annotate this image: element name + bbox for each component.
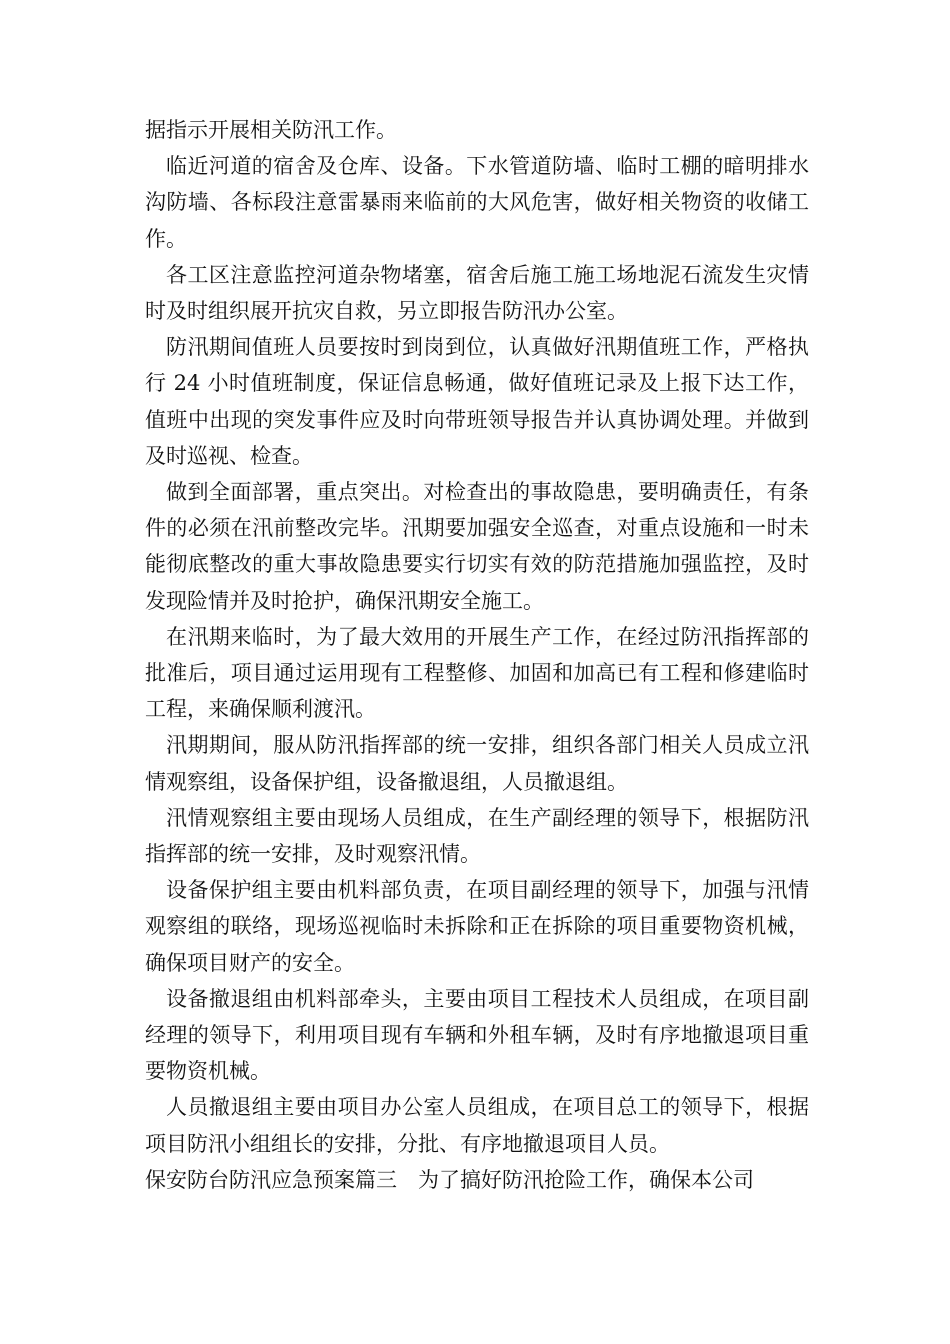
paragraph: 防汛期间值班人员要按时到岗到位，认真做好汛期值班工作，严格执行 24 小时值班制度，保证信息畅通，做好值班记录及上报下达工作，值班中出现的突发事件应及时向带班领导报告并认真协调处理。并做到及时巡视、检查。 [145,335,809,468]
paragraph: 临近河道的宿舍及仓库、设备。下水管道防墙、临时工棚的暗明排水沟防墙、各标段注意雷暴雨来临前的大风危害，做好相关物资的收储工作。 [145,154,809,251]
paragraph: 设备保护组主要由机料部负责，在项目副经理的领导下，加强与汛情观察组的联络，现场巡视临时未拆除和正在拆除的项目重要物资机械，确保项目财产的安全。 [145,878,809,975]
document-body [145,112,809,1198]
paragraph-continuation: 据指示开展相关防汛工作。 [145,118,397,142]
paragraph: 各工区注意监控河道杂物堵塞，宿舍后施工施工场地泥石流发生灾情时及时组织展开抗灾自救，另立即报告防汛办公室。 [145,262,809,324]
paragraph: 在汛期来临时，为了最大效用的开展生产工作，在经过防汛指挥部的批准后，项目通过运用现有工程整修、加固和加高已有工程和修建临时工程，来确保顺利渡汛。 [145,624,809,722]
section-heading: 保安防台防汛应急预案篇三 [145,1167,397,1192]
paragraph: 做到全面部署，重点突出。对检查出的事故隐患，要明确责任，有条件的必须在汛前整改完毕。汛期要加强安全巡查，对重点设施和一时未能彻底整改的重大事故隐患要实行切实有效的防范措施加强监控，及时发现险情并及时抢护，确保汛期安全施工。 [145,480,809,613]
paragraph: 人员撤退组主要由项目办公室人员组成，在项目总工的领导下，根据项目防汛小组组长的安排，分批、有序地撤退项目人员。 [145,1095,809,1156]
section-line [145,1162,809,1198]
paragraph: 汛期期间，服从防汛指挥部的统一安排，组织各部门相关人员成立汛情观察组，设备保护组，设备撤退组，人员撤退组。 [145,733,809,794]
paragraph: 汛情观察组主要由现场人员组成，在生产副经理的领导下，根据防汛指挥部的统一安排，及时观察汛情。 [145,805,809,867]
paragraph: 设备撤退组由机料部牵头，主要由项目工程技术人员组成，在项目副经理的领导下，利用项目现有车辆和外租车辆，及时有序地撤退项目重要物资机械。 [145,986,809,1084]
section-text: 为了搞好防汛抢险工作，确保本公司 [418,1167,754,1192]
